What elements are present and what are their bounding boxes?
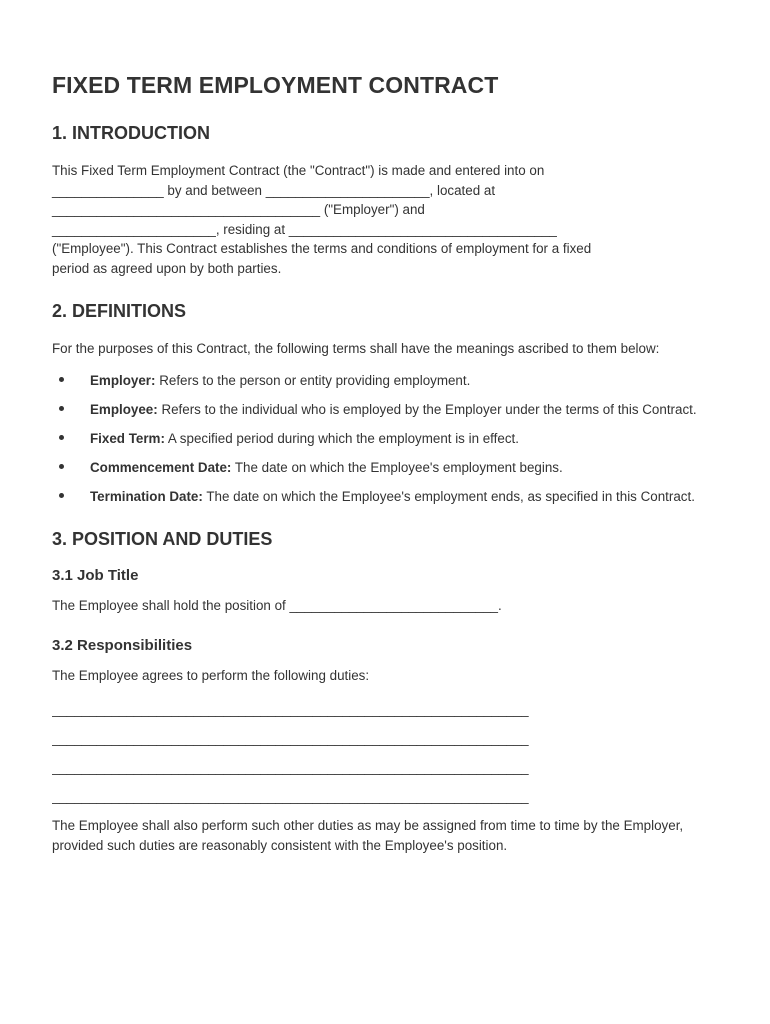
bullet-icon bbox=[59, 377, 64, 382]
position-heading: 3. POSITION AND DUTIES bbox=[52, 529, 273, 549]
bullet-icon bbox=[59, 406, 64, 411]
definition-text: Refers to the individual who is employed by the Employer under the terms of this Contract. bbox=[157, 401, 697, 417]
introduction-line: ______________________, residing at ____________________________________ bbox=[52, 221, 557, 237]
introduction-paragraph bbox=[52, 161, 718, 278]
section-introduction bbox=[52, 123, 718, 278]
duty-blank-line: ________________________________________________________________ bbox=[52, 789, 529, 804]
definitions-list bbox=[52, 371, 718, 507]
duties-blank-lines bbox=[52, 695, 718, 811]
duty-blank-line: ________________________________________________________________ bbox=[52, 760, 529, 775]
introduction-heading: 1. INTRODUCTION bbox=[52, 123, 211, 143]
definition-term: Fixed Term: bbox=[90, 430, 165, 446]
introduction-line: period as agreed upon by both parties. bbox=[52, 260, 282, 276]
definition-item bbox=[52, 429, 718, 449]
bullet-icon bbox=[59, 493, 64, 498]
section-position-duties bbox=[52, 529, 718, 855]
definition-term: Commencement Date: bbox=[90, 459, 232, 475]
definition-item bbox=[52, 487, 718, 507]
document-title: FIXED TERM EMPLOYMENT CONTRACT bbox=[52, 72, 499, 98]
introduction-line: _______________ by and between ______________________, located at bbox=[52, 182, 496, 198]
definition-item bbox=[52, 458, 718, 478]
bullet-icon bbox=[59, 464, 64, 469]
definition-item bbox=[52, 371, 718, 391]
introduction-line: ____________________________________ ("Employer") and bbox=[52, 202, 425, 217]
definitions-heading: 2. DEFINITIONS bbox=[52, 301, 187, 321]
definition-term: Employer: bbox=[90, 372, 156, 388]
duty-blank-line: ________________________________________________________________ bbox=[52, 702, 529, 717]
definition-text: Refers to the person or entity providing employment. bbox=[155, 372, 471, 388]
definition-term: Employee: bbox=[90, 401, 158, 417]
definition-text: The date on which the Employee's employment begins. bbox=[231, 459, 563, 475]
responsibilities-heading: 3.2 Responsibilities bbox=[52, 636, 193, 654]
introduction-line: ("Employee"). This Contract establishes the terms and conditions of employment for a fixed bbox=[52, 241, 592, 256]
subsection-responsibilities bbox=[52, 637, 718, 856]
responsibilities-closing: The Employee shall also perform such other duties as may be assigned from time to time by the Employer, provided such duties are reasonably consistent with the Employee's position. bbox=[52, 818, 684, 853]
job-title-heading: 3.1 Job Title bbox=[52, 567, 139, 584]
duty-blank-line: ________________________________________________________________ bbox=[52, 731, 529, 746]
section-definitions bbox=[52, 301, 718, 506]
responsibilities-lead: The Employee agrees to perform the following duties: bbox=[52, 667, 370, 683]
definition-term: Termination Date: bbox=[90, 488, 203, 504]
job-title-text: The Employee shall hold the position of ____________________________. bbox=[52, 598, 502, 613]
introduction-line: This Fixed Term Employment Contract (the "Contract") is made and entered into on bbox=[52, 163, 545, 178]
definition-item bbox=[52, 400, 718, 420]
bullet-icon bbox=[59, 435, 64, 440]
definition-text: A specified period during which the employment is in effect. bbox=[164, 430, 519, 446]
subsection-job-title bbox=[52, 567, 718, 616]
definitions-lead: For the purposes of this Contract, the following terms shall have the meanings ascribed to them below: bbox=[52, 341, 660, 356]
definition-text: The date on which the Employee's employment ends, as specified in this Contract. bbox=[202, 488, 695, 504]
